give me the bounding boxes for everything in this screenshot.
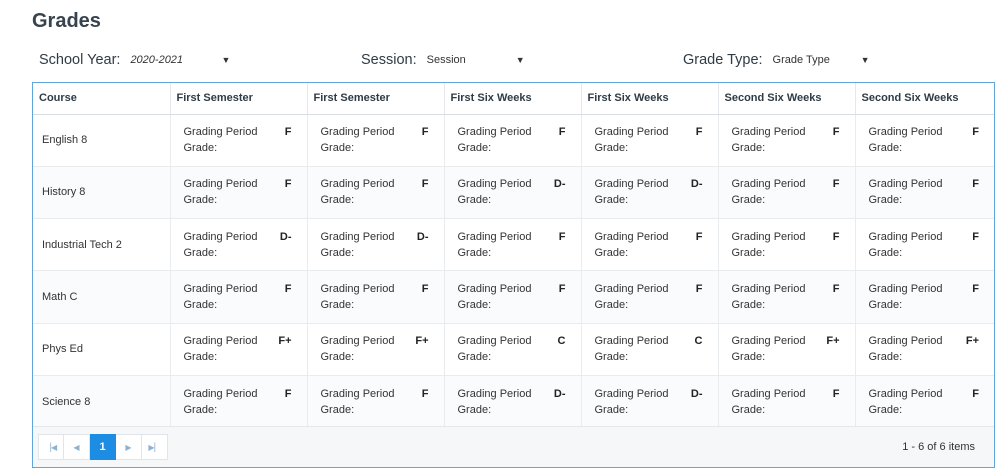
- grade-label-text: Grade:: [457, 142, 492, 155]
- grade-label-text: Grade:: [731, 403, 766, 416]
- grade-cell: [718, 114, 855, 166]
- items-count: 1 - 6 of 6 items: [902, 441, 975, 453]
- grading-period-label: Grading Period: [320, 178, 395, 191]
- grading-period-label: Grading Period: [731, 283, 806, 296]
- grading-period-label: Grading Period: [731, 178, 806, 191]
- grade-label-text: Grade:: [457, 246, 492, 259]
- grade-label-text: Grade:: [457, 299, 492, 312]
- grade-label: [321, 281, 395, 313]
- grade-label-text: Grade:: [183, 299, 218, 312]
- grade-value: F: [972, 230, 979, 243]
- grade-cell: [444, 271, 581, 323]
- grade-label: [184, 176, 258, 208]
- grade-label: [732, 386, 806, 418]
- grade-value: F: [421, 178, 429, 191]
- page-title: Grades: [32, 10, 101, 32]
- grade-value: F: [558, 126, 566, 139]
- grade-cell: [170, 375, 307, 427]
- grade-cell: [307, 375, 444, 427]
- grade-cell: [307, 271, 444, 323]
- grade-label-text: Grade:: [594, 403, 629, 416]
- grade-label-text: Grade:: [868, 351, 903, 364]
- grade-cell: [170, 271, 307, 323]
- grading-period-label: Grading Period: [457, 178, 532, 191]
- grade-label: [321, 386, 395, 418]
- grade-cell: [170, 323, 307, 375]
- table-row: [33, 114, 994, 166]
- grade-value: F: [832, 126, 840, 139]
- session-value: Session: [426, 54, 466, 66]
- table-row: [33, 375, 994, 427]
- grade-value: F: [421, 387, 429, 400]
- grade-label-text: Grade:: [594, 142, 629, 155]
- grade-label: [869, 229, 943, 261]
- grade-value: F: [832, 230, 840, 243]
- grade-cell: [581, 114, 718, 166]
- grade-label: [458, 281, 532, 313]
- grade-cell: [170, 114, 307, 166]
- grade-label: [458, 386, 532, 418]
- grade-value: F: [972, 387, 979, 400]
- grading-period-label: Grading Period: [594, 335, 669, 348]
- table-row: [33, 219, 994, 271]
- grading-period-label: Grading Period: [183, 283, 258, 296]
- course-name: Industrial Tech 2: [33, 219, 170, 271]
- grade-cell: [307, 114, 444, 166]
- grade-cell: [444, 323, 581, 375]
- grade-label: [732, 176, 806, 208]
- grade-label: [321, 229, 395, 261]
- grade-cell: [444, 114, 581, 166]
- next-page-icon: ▶: [125, 442, 132, 452]
- page-number-button[interactable]: 1: [90, 434, 116, 460]
- column-header[interactable]: First Six Weeks: [581, 83, 718, 114]
- grade-label: [458, 333, 532, 365]
- grading-period-label: Grading Period: [868, 230, 943, 243]
- grading-period-label: Grading Period: [731, 230, 806, 243]
- grade-type-select[interactable]: [773, 54, 870, 66]
- grade-cell: [855, 219, 994, 271]
- chevron-down-icon: ▼: [515, 55, 525, 65]
- column-header[interactable]: First Semester: [170, 83, 307, 114]
- grade-value: F: [832, 283, 840, 296]
- grade-label-text: Grade:: [868, 403, 903, 416]
- grade-label: [321, 124, 395, 156]
- grade-value: F: [972, 126, 979, 139]
- grade-value: D-: [690, 178, 703, 191]
- grade-cell: [581, 375, 718, 427]
- grade-label-text: Grade:: [868, 142, 903, 155]
- grade-value: F+: [415, 335, 429, 348]
- grade-label: [869, 333, 943, 365]
- grade-label: [184, 124, 258, 156]
- chevron-down-icon: ▼: [860, 55, 870, 65]
- grade-value: D-: [553, 387, 566, 400]
- grade-value: F+: [278, 335, 292, 348]
- last-page-button[interactable]: [142, 434, 168, 460]
- grade-label: [184, 386, 258, 418]
- grade-label-text: Grade:: [183, 194, 218, 207]
- grade-label: [184, 333, 258, 365]
- grade-label-text: Grade:: [594, 194, 629, 207]
- grade-label: [184, 229, 258, 261]
- school-year-filter: [39, 48, 230, 72]
- grade-value: F: [284, 283, 292, 296]
- grade-label-text: Grade:: [320, 403, 355, 416]
- grade-label-text: Grade:: [320, 142, 355, 155]
- grade-value: D-: [416, 230, 429, 243]
- grade-label: [321, 176, 395, 208]
- grade-label-text: Grade:: [731, 351, 766, 364]
- grade-cell: [718, 323, 855, 375]
- grading-period-label: Grading Period: [457, 335, 532, 348]
- grade-cell: [718, 166, 855, 218]
- grade-cell: [855, 375, 994, 427]
- grade-value: F: [421, 126, 429, 139]
- grade-cell: [444, 166, 581, 218]
- grading-period-label: Grading Period: [594, 230, 669, 243]
- grading-period-label: Grading Period: [868, 283, 943, 296]
- grade-cell: [855, 271, 994, 323]
- grade-value: F: [421, 283, 429, 296]
- course-name: Science 8: [33, 375, 170, 427]
- grade-cell: [855, 114, 994, 166]
- grading-period-label: Grading Period: [183, 178, 258, 191]
- table-row: [33, 271, 994, 323]
- pagination: [33, 434, 168, 460]
- grade-cell: [581, 219, 718, 271]
- grade-type-value: Grade Type: [772, 54, 830, 66]
- grade-value: F: [972, 283, 979, 296]
- grading-period-label: Grading Period: [320, 335, 395, 348]
- grade-label-text: Grade:: [183, 403, 218, 416]
- grade-value: D-: [279, 230, 292, 243]
- school-year-select[interactable]: [130, 54, 230, 66]
- column-header[interactable]: First Semester: [307, 83, 444, 114]
- column-header[interactable]: Course: [33, 83, 170, 114]
- last-page-icon: ▶▏: [148, 442, 161, 452]
- grading-period-label: Grading Period: [320, 126, 395, 139]
- grade-value: F+: [826, 335, 840, 348]
- grade-label: [321, 333, 395, 365]
- grading-period-label: Grading Period: [457, 387, 532, 400]
- grade-label-text: Grade:: [183, 142, 218, 155]
- grading-period-label: Grading Period: [594, 387, 669, 400]
- course-name: Phys Ed: [33, 323, 170, 375]
- grade-value: D-: [553, 178, 566, 191]
- grade-value: C: [557, 335, 566, 348]
- grade-type-label: Grade Type:: [683, 52, 763, 68]
- grade-label-text: Grade:: [868, 194, 903, 207]
- grade-label: [869, 176, 943, 208]
- first-page-button[interactable]: [38, 434, 64, 460]
- grade-value: F+: [965, 335, 979, 348]
- school-year-value: 2020-2021: [130, 54, 184, 66]
- grade-label-text: Grade:: [868, 299, 903, 312]
- table-header-row: [33, 83, 994, 114]
- grading-period-label: Grading Period: [868, 335, 943, 348]
- grid-footer: [33, 426, 994, 467]
- grade-label: [595, 386, 669, 418]
- school-year-label: School Year:: [39, 52, 121, 68]
- grade-label: [595, 124, 669, 156]
- grades-grid: [32, 82, 995, 468]
- grading-period-label: Grading Period: [731, 387, 806, 400]
- session-filter: [361, 48, 525, 72]
- grade-label-text: Grade:: [731, 246, 766, 259]
- next-page-button[interactable]: [116, 434, 142, 460]
- column-header[interactable]: First Six Weeks: [444, 83, 581, 114]
- grading-period-label: Grading Period: [868, 126, 943, 139]
- grade-label: [732, 333, 806, 365]
- grade-label-text: Grade:: [457, 403, 492, 416]
- grade-value: F: [284, 387, 292, 400]
- grade-label-text: Grade:: [320, 351, 355, 364]
- first-page-icon: ▕◀: [44, 442, 58, 452]
- grade-label-text: Grade:: [731, 194, 766, 207]
- grade-value: F: [832, 387, 840, 400]
- grade-label: [595, 281, 669, 313]
- grading-period-label: Grading Period: [183, 230, 258, 243]
- session-label: Session:: [361, 52, 417, 68]
- grade-label-text: Grade:: [594, 246, 629, 259]
- grade-cell: [170, 166, 307, 218]
- grade-value: D-: [690, 387, 703, 400]
- grade-cell: [444, 219, 581, 271]
- grade-label: [869, 281, 943, 313]
- column-header[interactable]: Second Six Weeks: [718, 83, 855, 114]
- grading-period-label: Grading Period: [731, 335, 806, 348]
- grade-label-text: Grade:: [183, 351, 218, 364]
- grading-period-label: Grading Period: [320, 283, 395, 296]
- grade-label: [732, 229, 806, 261]
- grade-cell: [307, 219, 444, 271]
- grading-period-label: Grading Period: [320, 387, 395, 400]
- grade-label-text: Grade:: [320, 246, 355, 259]
- grade-value: F: [284, 126, 292, 139]
- grading-period-label: Grading Period: [183, 335, 258, 348]
- grade-cell: [444, 375, 581, 427]
- grade-value: F: [695, 230, 703, 243]
- course-name: English 8: [33, 114, 170, 166]
- course-name: History 8: [33, 166, 170, 218]
- grade-value: F: [832, 178, 840, 191]
- grading-period-label: Grading Period: [457, 126, 532, 139]
- grading-period-label: Grading Period: [594, 178, 669, 191]
- grade-cell: [581, 166, 718, 218]
- grade-label: [458, 229, 532, 261]
- grade-cell: [581, 323, 718, 375]
- grade-value: F: [695, 126, 703, 139]
- grade-label: [732, 281, 806, 313]
- grade-label: [869, 124, 943, 156]
- chevron-down-icon: ▼: [221, 55, 231, 65]
- previous-page-button[interactable]: [64, 434, 90, 460]
- grade-label: [458, 124, 532, 156]
- grading-period-label: Grading Period: [594, 283, 669, 296]
- grade-label: [732, 124, 806, 156]
- grade-cell: [170, 219, 307, 271]
- course-name: Math C: [33, 271, 170, 323]
- grade-value: F: [558, 283, 566, 296]
- grade-label-text: Grade:: [457, 194, 492, 207]
- grade-value: F: [284, 178, 292, 191]
- grades-table: [33, 83, 994, 428]
- grade-cell: [718, 219, 855, 271]
- grading-period-label: Grading Period: [594, 126, 669, 139]
- grade-label: [595, 176, 669, 208]
- grade-label-text: Grade:: [183, 246, 218, 259]
- grade-label-text: Grade:: [731, 142, 766, 155]
- grading-period-label: Grading Period: [868, 387, 943, 400]
- grading-period-label: Grading Period: [183, 126, 258, 139]
- session-select[interactable]: [427, 54, 525, 66]
- grade-label-text: Grade:: [594, 351, 629, 364]
- grade-value: C: [694, 335, 703, 348]
- grading-period-label: Grading Period: [320, 230, 395, 243]
- grade-label: [595, 229, 669, 261]
- grade-value: F: [972, 178, 979, 191]
- grade-label-text: Grade:: [594, 299, 629, 312]
- grade-label-text: Grade:: [731, 299, 766, 312]
- grade-label: [595, 333, 669, 365]
- column-header[interactable]: Second Six Weeks: [855, 83, 994, 114]
- grade-cell: [718, 375, 855, 427]
- grading-period-label: Grading Period: [868, 178, 943, 191]
- grading-period-label: Grading Period: [457, 283, 532, 296]
- grading-period-label: Grading Period: [731, 126, 806, 139]
- grade-cell: [718, 271, 855, 323]
- grade-value: F: [558, 230, 566, 243]
- grading-period-label: Grading Period: [457, 230, 532, 243]
- table-row: [33, 166, 994, 218]
- grade-label: [184, 281, 258, 313]
- grade-cell: [581, 271, 718, 323]
- grade-cell: [307, 166, 444, 218]
- grade-label: [458, 176, 532, 208]
- grade-value: F: [695, 283, 703, 296]
- grade-cell: [855, 166, 994, 218]
- grading-period-label: Grading Period: [183, 387, 258, 400]
- grade-cell: [855, 323, 994, 375]
- grade-label-text: Grade:: [868, 246, 903, 259]
- grade-label: [869, 386, 943, 418]
- grade-label-text: Grade:: [320, 194, 355, 207]
- table-row: [33, 323, 994, 375]
- previous-page-icon: ◀: [73, 442, 80, 452]
- grade-label-text: Grade:: [320, 299, 355, 312]
- grade-cell: [307, 323, 444, 375]
- grade-label-text: Grade:: [457, 351, 492, 364]
- grade-type-filter: [683, 48, 870, 72]
